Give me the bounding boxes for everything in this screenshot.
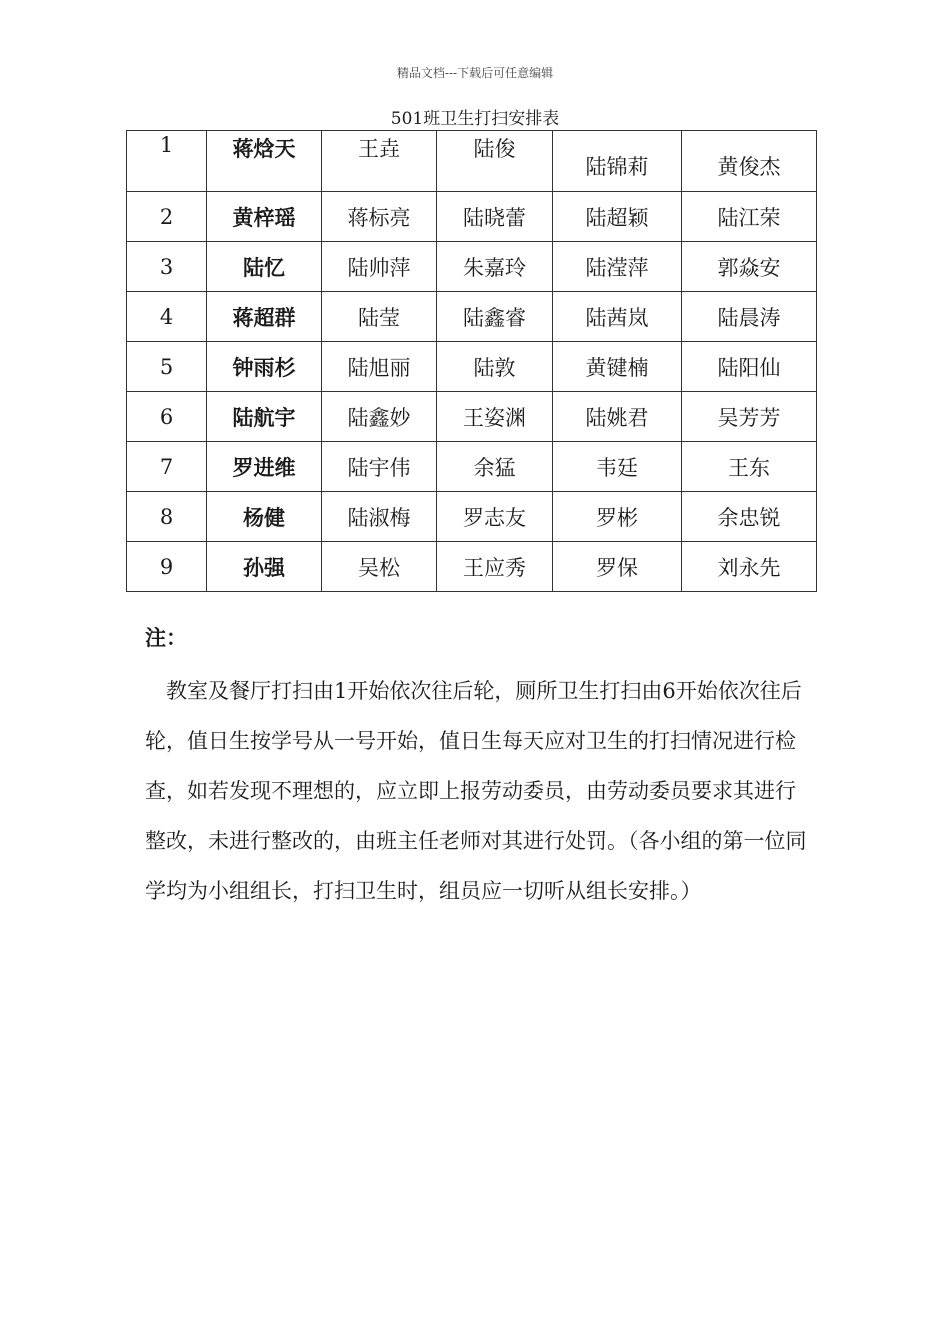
table-row bbox=[127, 492, 817, 542]
group-member: 陆旭丽 bbox=[322, 342, 437, 392]
group-member: 罗保 bbox=[553, 542, 682, 592]
document-title: 501班卫生打扫安排表 bbox=[390, 109, 560, 129]
group-member: 郭焱安 bbox=[682, 242, 817, 292]
group-member: 罗志友 bbox=[437, 492, 553, 542]
table-row bbox=[127, 131, 817, 192]
group-member: 朱嘉玲 bbox=[437, 242, 553, 292]
document-header-note: 精品文档---下载后可任意编辑 bbox=[396, 66, 554, 80]
group-leader: 孙强 bbox=[207, 542, 322, 592]
group-member: 王东 bbox=[682, 442, 817, 492]
group-member: 王应秀 bbox=[437, 542, 553, 592]
group-member: 陆滢萍 bbox=[553, 242, 682, 292]
group-member: 余猛 bbox=[437, 442, 553, 492]
group-member: 陆俊 bbox=[437, 131, 553, 192]
group-member: 陆帅萍 bbox=[322, 242, 437, 292]
note-label: 注： bbox=[145, 625, 187, 650]
group-member: 陆敦 bbox=[437, 342, 553, 392]
group-number: 5 bbox=[127, 342, 207, 392]
note-body-paragraph: 教室及餐厅打扫由1开始依次往后轮，厕所卫生打扫由6开始依次往后轮，值日生按学号从一号开始，值日生每天应对卫生的打扫情况进行检查，如若发现不理想的，应立即上报劳动委员，由劳动委员要求其进行整改，未进行整改的，由班主任老师对其进行处罚。（各小组的第一位同学均为小组组长，打扫卫生时，组员应一切听从组长安排。） bbox=[145, 679, 807, 903]
group-member: 陆晨涛 bbox=[682, 292, 817, 342]
table-row bbox=[127, 242, 817, 292]
group-leader: 蒋超群 bbox=[207, 292, 322, 342]
group-member: 刘永先 bbox=[682, 542, 817, 592]
group-member: 陆茜岚 bbox=[553, 292, 682, 342]
group-member: 陆超颖 bbox=[553, 192, 682, 242]
group-member: 余忠锐 bbox=[682, 492, 817, 542]
group-member: 吴松 bbox=[322, 542, 437, 592]
group-number: 6 bbox=[127, 392, 207, 442]
group-number: 8 bbox=[127, 492, 207, 542]
group-member: 陆晓蕾 bbox=[437, 192, 553, 242]
group-member: 王垚 bbox=[322, 131, 437, 192]
group-number: 9 bbox=[127, 542, 207, 592]
group-number: 3 bbox=[127, 242, 207, 292]
group-leader: 陆航宇 bbox=[207, 392, 322, 442]
group-member: 陆阳仙 bbox=[682, 342, 817, 392]
group-member: 吴芳芳 bbox=[682, 392, 817, 442]
cleaning-schedule-table bbox=[126, 130, 817, 592]
group-leader: 钟雨杉 bbox=[207, 342, 322, 392]
group-leader: 杨健 bbox=[207, 492, 322, 542]
group-leader: 陆忆 bbox=[207, 242, 322, 292]
group-member: 黄键楠 bbox=[553, 342, 682, 392]
group-leader: 蒋焓天 bbox=[207, 131, 322, 192]
group-member: 陆鑫睿 bbox=[437, 292, 553, 342]
group-member: 陆淑梅 bbox=[322, 492, 437, 542]
table-row bbox=[127, 442, 817, 492]
group-member: 陆江荣 bbox=[682, 192, 817, 242]
table-row bbox=[127, 392, 817, 442]
group-member: 陆鑫妙 bbox=[322, 392, 437, 442]
group-member: 黄俊杰 bbox=[682, 131, 817, 192]
group-member: 韦廷 bbox=[553, 442, 682, 492]
table-row bbox=[127, 542, 817, 592]
table-row bbox=[127, 292, 817, 342]
group-number: 2 bbox=[127, 192, 207, 242]
group-number: 7 bbox=[127, 442, 207, 492]
group-leader: 黄梓瑶 bbox=[207, 192, 322, 242]
group-member: 陆锦莉 bbox=[553, 131, 682, 192]
group-member: 王姿渊 bbox=[437, 392, 553, 442]
group-number: 1 bbox=[127, 131, 207, 192]
group-member: 陆姚君 bbox=[553, 392, 682, 442]
group-leader: 罗进维 bbox=[207, 442, 322, 492]
group-member: 陆宇伟 bbox=[322, 442, 437, 492]
group-member: 陆莹 bbox=[322, 292, 437, 342]
group-member: 蒋标亮 bbox=[322, 192, 437, 242]
group-member: 罗彬 bbox=[553, 492, 682, 542]
table-row bbox=[127, 342, 817, 392]
table-row bbox=[127, 192, 817, 242]
group-number: 4 bbox=[127, 292, 207, 342]
